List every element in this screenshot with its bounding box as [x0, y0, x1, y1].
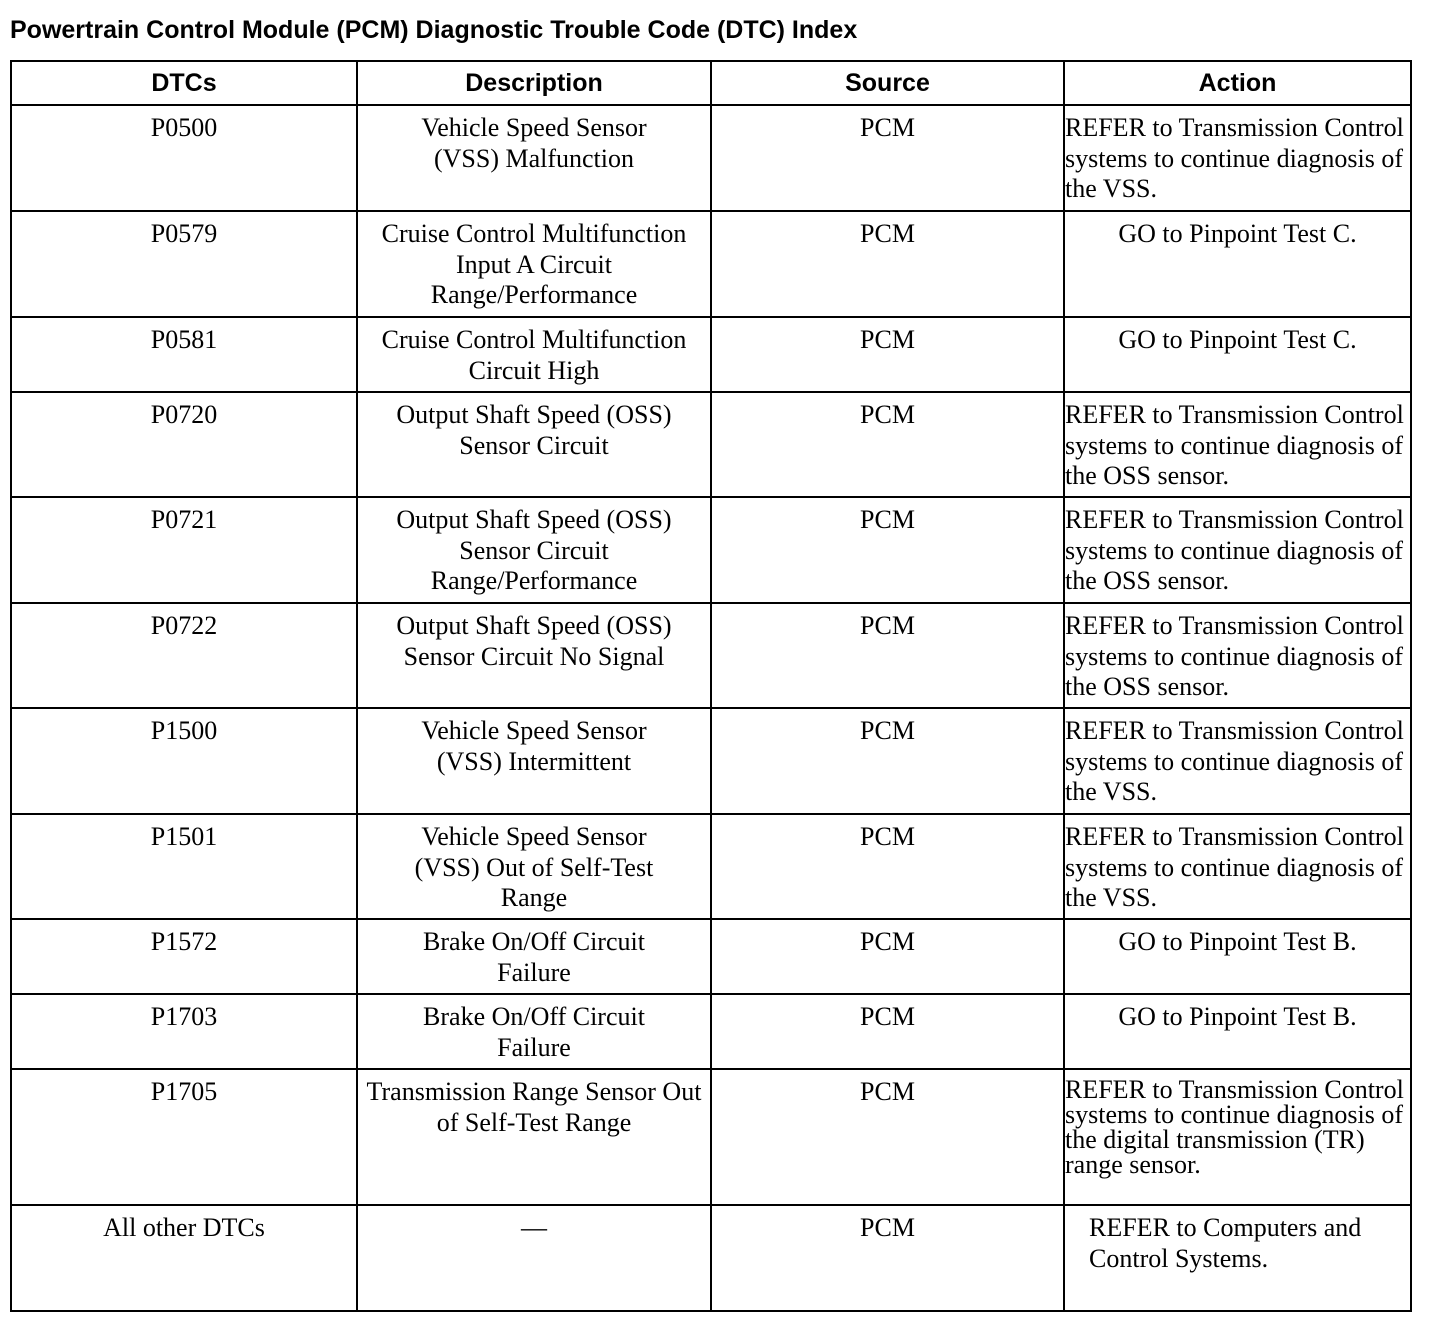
table-row	[11, 317, 1411, 392]
dtc-source: PCM	[711, 1069, 1064, 1205]
dtc-source: PCM	[711, 497, 1064, 603]
dtc-source: PCM	[711, 603, 1064, 708]
column-header-source: Source	[711, 61, 1064, 105]
dtc-action: REFER to Transmission Control systems to continue diagnosis of the digital transmission (TR) range sensor.	[1064, 1069, 1411, 1205]
dtc-description: —	[357, 1205, 711, 1311]
dtc-action: GO to Pinpoint Test B.	[1064, 919, 1411, 994]
dtc-source: PCM	[711, 814, 1064, 919]
dtc-source: PCM	[711, 1205, 1064, 1311]
table-row	[11, 708, 1411, 814]
dtc-code: P1572	[11, 919, 357, 994]
dtc-code: P0722	[11, 603, 357, 708]
page-title: Powertrain Control Module (PCM) Diagnostic Trouble Code (DTC) Index	[10, 16, 858, 44]
table-row	[11, 1205, 1411, 1311]
dtc-code: P1705	[11, 1069, 357, 1205]
dtc-action: REFER to Computers and Control Systems.	[1064, 1205, 1411, 1311]
dtc-action: REFER to Transmission Control systems to continue diagnosis of the OSS sensor.	[1064, 392, 1411, 497]
column-header-dtcs: DTCs	[11, 61, 357, 105]
table-row	[11, 497, 1411, 603]
dtc-code: P1501	[11, 814, 357, 919]
dtc-code: P0721	[11, 497, 357, 603]
dtc-code: P1500	[11, 708, 357, 814]
dtc-action: REFER to Transmission Control systems to continue diagnosis of the VSS.	[1064, 814, 1411, 919]
dtc-source: PCM	[711, 317, 1064, 392]
column-header-description: Description	[357, 61, 711, 105]
dtc-source: PCM	[711, 105, 1064, 211]
dtc-description: Vehicle Speed Sensor (VSS) Intermittent	[357, 708, 711, 814]
table-row	[11, 1069, 1411, 1205]
dtc-description: Brake On/Off Circuit Failure	[357, 919, 711, 994]
dtc-source: PCM	[711, 211, 1064, 317]
dtc-description: Brake On/Off Circuit Failure	[357, 994, 711, 1069]
dtc-action: GO to Pinpoint Test C.	[1064, 211, 1411, 317]
column-header-action: Action	[1064, 61, 1411, 105]
dtc-description: Cruise Control Multifunction Circuit High	[357, 317, 711, 392]
table-row	[11, 994, 1411, 1069]
dtc-action: GO to Pinpoint Test B.	[1064, 994, 1411, 1069]
dtc-code: P0500	[11, 105, 357, 211]
dtc-action: REFER to Transmission Control systems to continue diagnosis of the OSS sensor.	[1064, 497, 1411, 603]
table-row	[11, 603, 1411, 708]
table-header-row	[11, 61, 1411, 105]
dtc-action: REFER to Transmission Control systems to continue diagnosis of the VSS.	[1064, 105, 1411, 211]
dtc-description: Vehicle Speed Sensor (VSS) Malfunction	[357, 105, 711, 211]
dtc-source: PCM	[711, 392, 1064, 497]
dtc-description: Output Shaft Speed (OSS) Sensor Circuit No Signal	[357, 603, 711, 708]
dtc-code: P1703	[11, 994, 357, 1069]
dtc-description: Output Shaft Speed (OSS) Sensor Circuit Range/Performance	[357, 497, 711, 603]
dtc-code: P0581	[11, 317, 357, 392]
table-row	[11, 919, 1411, 994]
dtc-description: Vehicle Speed Sensor (VSS) Out of Self-Test Range	[357, 814, 711, 919]
table-row	[11, 105, 1411, 211]
dtc-source: PCM	[711, 708, 1064, 814]
dtc-code: P0579	[11, 211, 357, 317]
dtc-action: GO to Pinpoint Test C.	[1064, 317, 1411, 392]
dtc-action: REFER to Transmission Control systems to continue diagnosis of the OSS sensor.	[1064, 603, 1411, 708]
table-row	[11, 392, 1411, 497]
dtc-code: P0720	[11, 392, 357, 497]
dtc-action: REFER to Transmission Control systems to continue diagnosis of the VSS.	[1064, 708, 1411, 814]
dtc-source: PCM	[711, 994, 1064, 1069]
dtc-index-table	[10, 60, 1412, 1312]
dtc-code: All other DTCs	[11, 1205, 357, 1311]
dtc-description: Transmission Range Sensor Out of Self-Test Range	[357, 1069, 711, 1205]
dtc-source: PCM	[711, 919, 1064, 994]
table-row	[11, 814, 1411, 919]
table-row	[11, 211, 1411, 317]
dtc-description: Output Shaft Speed (OSS) Sensor Circuit	[357, 392, 711, 497]
dtc-description: Cruise Control Multifunction Input A Circuit Range/Performance	[357, 211, 711, 317]
